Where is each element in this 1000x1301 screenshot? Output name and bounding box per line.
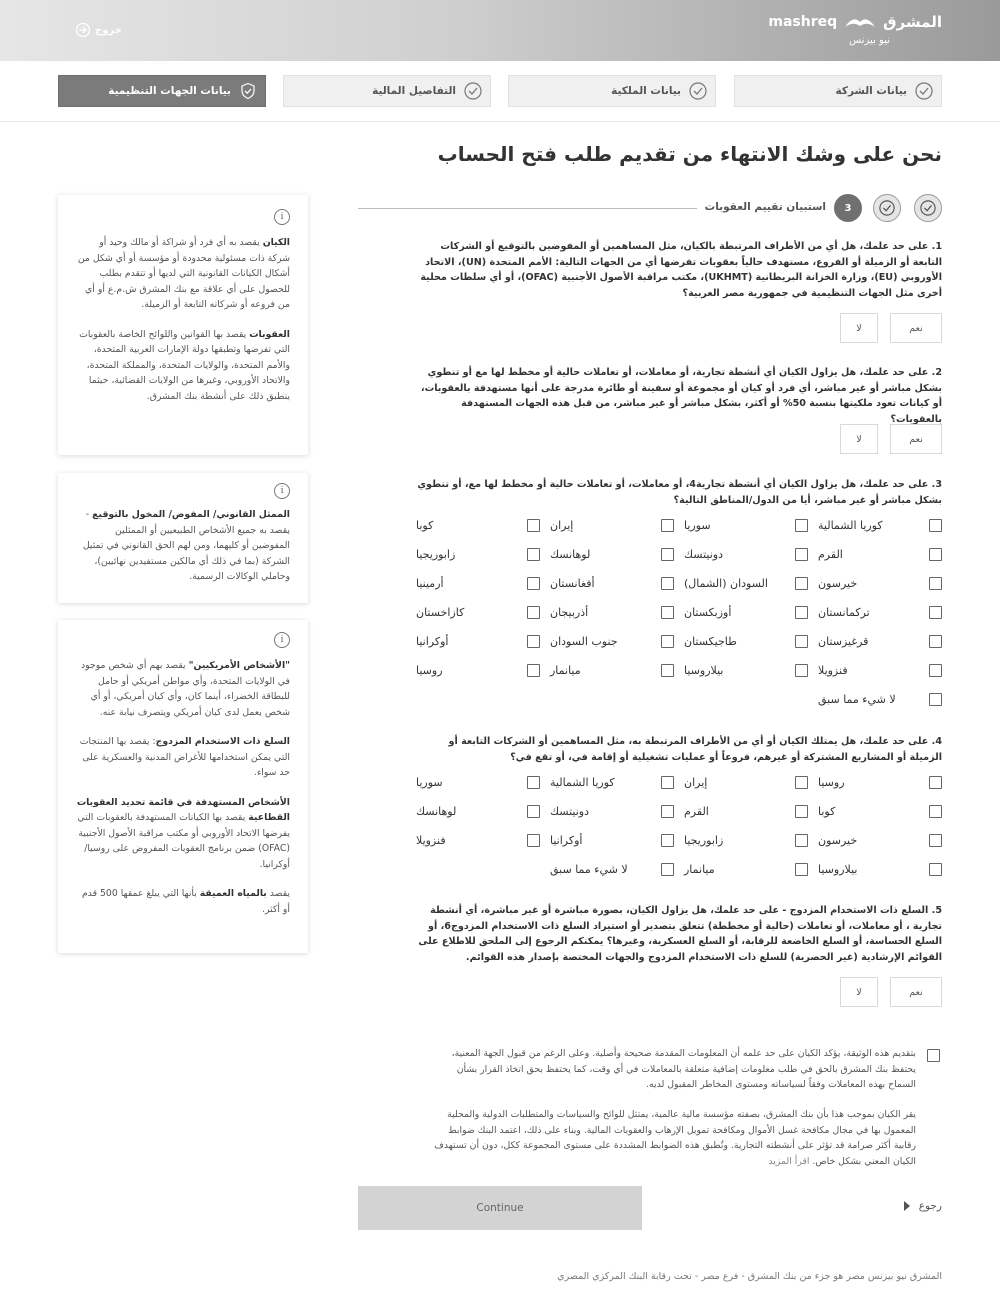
option-label: إيران [684, 776, 708, 789]
mashreq-wing-icon [843, 13, 877, 31]
term: الممثل القانوني/ المفوض/ المخول بالتوقيع [92, 509, 290, 520]
option-label: السودان (الشمال) [684, 577, 768, 590]
q3-option[interactable] [416, 548, 540, 561]
check-circle-icon [879, 200, 895, 216]
q3-option[interactable] [684, 519, 808, 532]
info-card-legal-representative [58, 473, 308, 603]
option-label: دونيتسك [550, 805, 589, 818]
option-label: كوريا الشمالية [550, 776, 615, 789]
q4-option[interactable] [416, 776, 540, 789]
progress-step-current: 3 [834, 194, 862, 222]
q4-option[interactable] [684, 863, 808, 876]
checkbox[interactable] [929, 834, 942, 847]
checkbox[interactable] [929, 519, 942, 532]
checkbox[interactable] [527, 519, 540, 532]
checkbox[interactable] [929, 693, 942, 706]
option-label: كوبا [818, 805, 836, 818]
check-circle-icon [915, 82, 933, 100]
definition-text: يقصد به أي فرد أو شراكة أو مالك وحيد أو شركة ذات مسئولية محدودة أو مؤسسة أو أي شكل من أشكال الكيانات القانونية التي لديها أو تتقدم بطلب للحصول على أي علاقة مع بنك المشرق ش.م.ع أو أي من فروعه أو شركاته التابعة أو الزميلة. [77, 237, 290, 310]
checkbox[interactable] [527, 776, 540, 789]
check-circle-icon [689, 82, 707, 100]
progress-step-1-done [914, 194, 942, 222]
q3-option[interactable] [550, 635, 674, 648]
option-label: فنزويلا [416, 834, 446, 847]
q3-option[interactable] [684, 606, 808, 619]
q3-option[interactable] [416, 635, 540, 648]
logout-icon [75, 22, 91, 38]
option-label: كازاخستان [416, 606, 465, 619]
q4-option[interactable] [818, 863, 942, 876]
definition-entity [58, 235, 308, 313]
option-label: طاجيكستان [684, 635, 737, 648]
term: الأشخاص المستهدفة في قائمة تحديد العقوبات القطاعية [76, 796, 290, 823]
checkbox[interactable] [929, 805, 942, 818]
q1-yes-button[interactable]: نعم [890, 313, 942, 343]
q4-option[interactable] [416, 834, 540, 847]
option-label: بيلاروسيا [684, 664, 724, 677]
option-label: أذربيجان [550, 606, 589, 619]
option-label: كوبا [416, 519, 434, 532]
checkbox[interactable] [929, 635, 942, 648]
brand-subtitle: نيو بيزنس [849, 35, 890, 46]
checkbox[interactable] [527, 548, 540, 561]
checkbox[interactable] [661, 635, 674, 648]
definition-text: بأنها التي يبلغ عمقها 500 قدم أو أكثر. [81, 888, 290, 915]
info-icon: i [274, 632, 290, 648]
q3-option[interactable] [684, 577, 808, 590]
q4-option[interactable] [684, 776, 808, 789]
shield-check-icon [239, 82, 257, 100]
q2-yes-button[interactable]: نعم [890, 424, 942, 454]
step-financial-details[interactable] [283, 75, 491, 107]
step-label: بيانات الجهات التنظيمية [108, 85, 231, 97]
q3-option[interactable] [818, 635, 942, 648]
question-3-text: 3. على حد علمك، هل يزاول الكيان أي أنشطة تجارية4، أو معاملات، أو تعاملات حالية أو مخطط لها مع، أو تنطوي بشكل مباشر أو غير مباشر، أيا من الدول/المناطق التالية؟ [417, 479, 942, 506]
checkbox[interactable] [795, 635, 808, 648]
checkbox[interactable] [929, 863, 942, 876]
definition-text: يقصد بها القوانين واللوائح الخاصة بالعقوبات التي تفرضها وتطبقها دولة الإمارات العربية المتحدة، والأمم المتحدة، والولايات المتحدة، والمملكة المتحدة، والاتحاد الأوروبي، وغيرها من الولايات القضائية، حيثما ينطبق ذلك على أنشطة بنك المشرق. [79, 328, 290, 402]
declaration-text-1: بتقديم هذه الوثيقة، يؤكد الكيان على حد علمه أن المعلومات المقدمة صحيحة وأصلية. وعلى الرغم من قبول الجهة المعنية، يحتفظ بنك المشرق بالحق في طلب معلومات إضافية متعلقة بالمعاملات في أي وقت، كما يحتفظ بحق اتخاذ القرار بشأن السماح بهذه المعاملات وفقاً لسياساته ومستوى المخاطر المقبول لديه. [451, 1048, 916, 1090]
option-label: فنزويلا [818, 664, 848, 677]
q3-option[interactable] [818, 548, 942, 561]
q4-option[interactable] [550, 834, 674, 847]
option-label: بيلاروسيا [818, 863, 858, 876]
term: "الأشخاص الأمريكيين" [188, 660, 290, 671]
q3-option[interactable] [818, 664, 942, 677]
checkbox[interactable] [795, 577, 808, 590]
q3-option[interactable] [818, 519, 942, 532]
term: السلع ذات الاستخدام المزدوج [155, 736, 290, 747]
option-label: تركمانستان [818, 606, 870, 619]
progress-step-label: استبيان تقييم العقوبات [697, 201, 826, 213]
checkbox[interactable] [929, 606, 942, 619]
back-label: رجوع [918, 1200, 942, 1212]
option-label: روسيا [818, 776, 845, 789]
checkbox[interactable] [795, 606, 808, 619]
option-label: ميانمار [684, 863, 715, 876]
checkbox[interactable] [527, 577, 540, 590]
checkbox[interactable] [527, 834, 540, 847]
q3-options [416, 519, 942, 709]
logout-button[interactable] [75, 22, 122, 38]
q3-option[interactable] [818, 577, 942, 590]
q4-option[interactable] [550, 863, 674, 876]
option-label: سوريا [684, 519, 711, 532]
option-label: كوريا الشمالية [818, 519, 883, 532]
q4-option[interactable] [684, 805, 808, 818]
option-label: سوريا [416, 776, 443, 789]
info-icon: i [274, 209, 290, 225]
checkbox[interactable] [661, 863, 674, 876]
option-label: دونيتسك [684, 548, 723, 561]
q3-option[interactable] [550, 548, 674, 561]
q4-option[interactable] [818, 834, 942, 847]
checkbox[interactable] [661, 776, 674, 789]
option-label: القرم [684, 805, 709, 818]
option-label: خيرسون [818, 577, 858, 590]
q3-option[interactable] [416, 664, 540, 677]
option-label: لا شيء مما سبق [550, 863, 628, 876]
q3-option[interactable] [818, 693, 942, 706]
question-1-text: 1. على حد علمك، هل أي من الأطراف المرتبطة بالكيان، مثل المساهمين أو المفوضين بالتوقيع أو الشركات التابعة أو الزميلة أو الفروع، مستهدف حالياً بعقوبات تفرضها أي من الجهات التالية: الأمم المتحدة (UN)، الاتحاد الأوروبي (EU)، وزارة الخزانة البريطانية (UKHMT)، مكتب مراقبة الأصول الأجنبية (OFAC)، أو أي سلطات محلية أخرى مثل الجهات التنظيمية في جمهورية مصر العربية؟ [420, 241, 942, 299]
info-icon: i [274, 483, 290, 499]
q4-option[interactable] [818, 805, 942, 818]
q4-options [416, 776, 942, 886]
option-label: أفغانستان [550, 577, 595, 590]
definition-text: يقصد بها الكيانات المستهدفة بالعقوبات التي يفرضها الاتحاد الأوروبي أو مكتب مراقبة الأصول الأجنبية (OFAC) ضمن برنامج العقوبات المفروض على روسيا/ أوكرانيا. [77, 812, 290, 870]
page-title: نحن على وشك الانتهاء من تقديم طلب فتح الحساب [437, 142, 942, 166]
definition-text: : يقصد بها المنتجات التي يمكن استخدامها للأغراض المدنية والعسكرية على حد سواء. [79, 736, 290, 778]
option-label: خيرسون [818, 834, 858, 847]
option-label: إيران [550, 519, 574, 532]
definition-sanctions [58, 327, 308, 405]
checkbox[interactable] [929, 664, 942, 677]
definition-text: يقصد بهم أي شخص موجود في الولايات المتحدة، وأي مواطن أمريكي أو حامل للبطاقة الخضراء، أينما كان، وأي كيان أمريكي، أو أي شخص يعمل لدى كيان أمريكي ويتصرف نيابة عنه. [81, 660, 290, 718]
checkbox[interactable] [795, 805, 808, 818]
checkbox[interactable] [661, 834, 674, 847]
q3-option[interactable] [684, 664, 808, 677]
q3-option[interactable] [818, 606, 942, 619]
option-label: لوهانسك [416, 805, 457, 818]
step-ownership-details[interactable] [508, 75, 716, 107]
q4-option[interactable] [416, 805, 540, 818]
definition-deep-water [58, 886, 308, 917]
q3-option[interactable] [416, 577, 540, 590]
term: بالمياه العميقة [199, 888, 267, 899]
checkbox[interactable] [795, 776, 808, 789]
option-label: جنوب السودان [550, 635, 618, 648]
back-arrow-icon [903, 1201, 911, 1211]
q3-option[interactable] [550, 664, 674, 677]
logout-label: خروج [95, 24, 122, 36]
option-label: لا شيء مما سبق [818, 693, 896, 706]
info-card-us-persons [58, 620, 308, 953]
option-label: القرم [818, 548, 843, 561]
option-label: لوهانسك [550, 548, 591, 561]
continue-button[interactable]: Continue [358, 1186, 642, 1230]
step-regulatory-details[interactable] [58, 75, 266, 107]
term: الكيان [262, 237, 290, 248]
checkbox[interactable] [795, 834, 808, 847]
checkbox[interactable] [527, 635, 540, 648]
q3-option[interactable] [416, 606, 540, 619]
option-label: روسيا [416, 664, 443, 677]
brand-name-en: mashreq [768, 14, 838, 30]
progress-line [358, 208, 710, 209]
option-label: أوزبكستان [684, 606, 732, 619]
question-2-text: 2. على حد علمك، هل يزاول الكيان أي أنشطة تجارية، أو معاملات، أو تعاملات حالية أو مخطط لها مع أو تنطوي بشكل مباشر أو غير مباشر، أي فرد أو كيان أو مجموعة أو سفينة أو طائرة مدرجة على أنها مستهدفة بالعقوبات، أو كيانات تعود ملكيتها بنسبة 50% أو أكثر، بشكل مباشر أو غير مباشر، من قبل هذه الجهات المستهدفة بالعقوبات؟ [420, 367, 942, 425]
checkbox[interactable] [661, 805, 674, 818]
brand-logo [768, 13, 942, 31]
option-label: زابوريجيا [416, 548, 456, 561]
step-company-details[interactable] [734, 75, 942, 107]
declaration-body: يقر الكيان بموجب هذا بأن بنك المشرق، بصفته مؤسسة مالية عالمية، يمتثل للوائح والسياسات والمتطلبات الدولية والمحلية المعمول بها في مجال مكافحة غسل الأموال ومكافحة تمويل الإرهاب والعقوبات المالية. وبناء على ذلك، اعتمد البنك ضوابط رقابية أكثر صرامة قد تؤثر على أنشطته التجارية. وتُطبق هذه الضوابط المشددة على مستوى المجموعة ككل، دون أن تستهدف الكيان المعني بشكل خاص. [434, 1109, 916, 1167]
q5-no-button[interactable]: لا [840, 977, 878, 1007]
definition-dual-use [58, 734, 308, 781]
q1-no-button[interactable]: لا [840, 313, 878, 343]
checkbox[interactable] [661, 606, 674, 619]
question-5-text: 5. السلع ذات الاستخدام المزدوج - على حد علمك، هل يزاول الكيان، بصورة مباشرة أو غير مباشرة، أي أنشطة تجارية ، أو معاملات، أو تعاملات (حالية أو مخططة) تتعلق بتصدير أو استيراد السلع ذات الاستخدام المزدوج6، أو السلع الحساسة، أو السلع الخاضعة للرقابة، أو السلع العسكرية، وغيرها؟ يمكنكم الرجوع إلى الملحق للاطلاع على القوائم الإرشادية (غير الحصرية) للسلع ذات الاستخدام المزدوج والجهات المختصة بإصدار هذه القوائم. [418, 905, 942, 963]
read-more-link[interactable]: اقرأ المزيد [768, 1155, 810, 1167]
checkbox[interactable] [661, 577, 674, 590]
checkbox[interactable] [527, 664, 540, 677]
declaration-checkbox[interactable] [927, 1049, 940, 1062]
q3-option[interactable] [550, 606, 674, 619]
checkbox[interactable] [527, 606, 540, 619]
brand-name-ar: المشرق [883, 13, 942, 31]
declaration-text-2 [426, 1107, 916, 1169]
checkbox[interactable] [795, 548, 808, 561]
q3-option[interactable] [416, 519, 540, 532]
checkbox[interactable] [661, 548, 674, 561]
footer-text: المشرق نيو بيزنس مصر هو جزء من بنك المشرق - فرع مصر - تحت رقابة البنك المركزي المصري [557, 1271, 942, 1282]
step-label: التفاصيل المالية [372, 85, 456, 97]
option-label: أرمينيا [416, 577, 444, 590]
divider [0, 121, 1000, 122]
checkbox[interactable] [929, 776, 942, 789]
checkbox[interactable] [929, 577, 942, 590]
option-label: زابوريجيا [684, 834, 724, 847]
q4-option[interactable] [550, 805, 674, 818]
definition-sectoral-sanctions [58, 795, 308, 873]
back-button[interactable] [903, 1200, 942, 1212]
checkbox[interactable] [661, 664, 674, 677]
definition-legal-representative [58, 507, 308, 585]
option-label: قرغيزستان [818, 635, 869, 648]
step-label: بيانات الملكية [611, 85, 681, 97]
q3-option[interactable] [550, 577, 674, 590]
q3-option[interactable] [550, 519, 674, 532]
checkbox[interactable] [929, 548, 942, 561]
definition-text: - يقصد به جميع الأشخاص الطبيعيين أو الممثلين المفوضين أو كليهما، ومن لهم الحق القانوني في تمثيل الشركة (بما في ذلك أي مالكين مستفيدين نهائيين)، وحاملي الوكالات الرسمية. [82, 509, 290, 582]
option-label: أوكرانيا [416, 635, 449, 648]
progress-step-2-done [873, 194, 901, 222]
checkbox[interactable] [527, 805, 540, 818]
check-circle-icon [464, 82, 482, 100]
q4-option[interactable] [550, 776, 674, 789]
definition-us-persons [58, 658, 308, 720]
q3-option[interactable] [684, 548, 808, 561]
checkbox[interactable] [795, 664, 808, 677]
q2-no-button[interactable]: لا [840, 424, 878, 454]
q3-option[interactable] [684, 635, 808, 648]
info-card-entity-sanctions [58, 195, 308, 455]
definition-text: يقصد [266, 888, 290, 899]
step-label: بيانات الشركة [835, 85, 907, 97]
check-circle-icon [920, 200, 936, 216]
term: العقوبات [249, 328, 290, 340]
checkbox[interactable] [795, 863, 808, 876]
checkbox[interactable] [795, 519, 808, 532]
checkbox[interactable] [661, 519, 674, 532]
q5-yes-button[interactable]: نعم [890, 977, 942, 1007]
q4-option[interactable] [818, 776, 942, 789]
q4-option[interactable] [684, 834, 808, 847]
option-label: ميانمار [550, 664, 581, 677]
question-4-text: 4. على حد علمك، هل يمتلك الكيان أو أي من الأطراف المرتبطة به، مثل المساهمين أو الشركات التابعة أو الزميلة أو المشاريع المشتركة أو غيرهم، فروعاً أو عمليات تشغيلية أو إقامة في، أو تقع في؟ [448, 736, 942, 763]
option-label: أوكرانيا [550, 834, 583, 847]
